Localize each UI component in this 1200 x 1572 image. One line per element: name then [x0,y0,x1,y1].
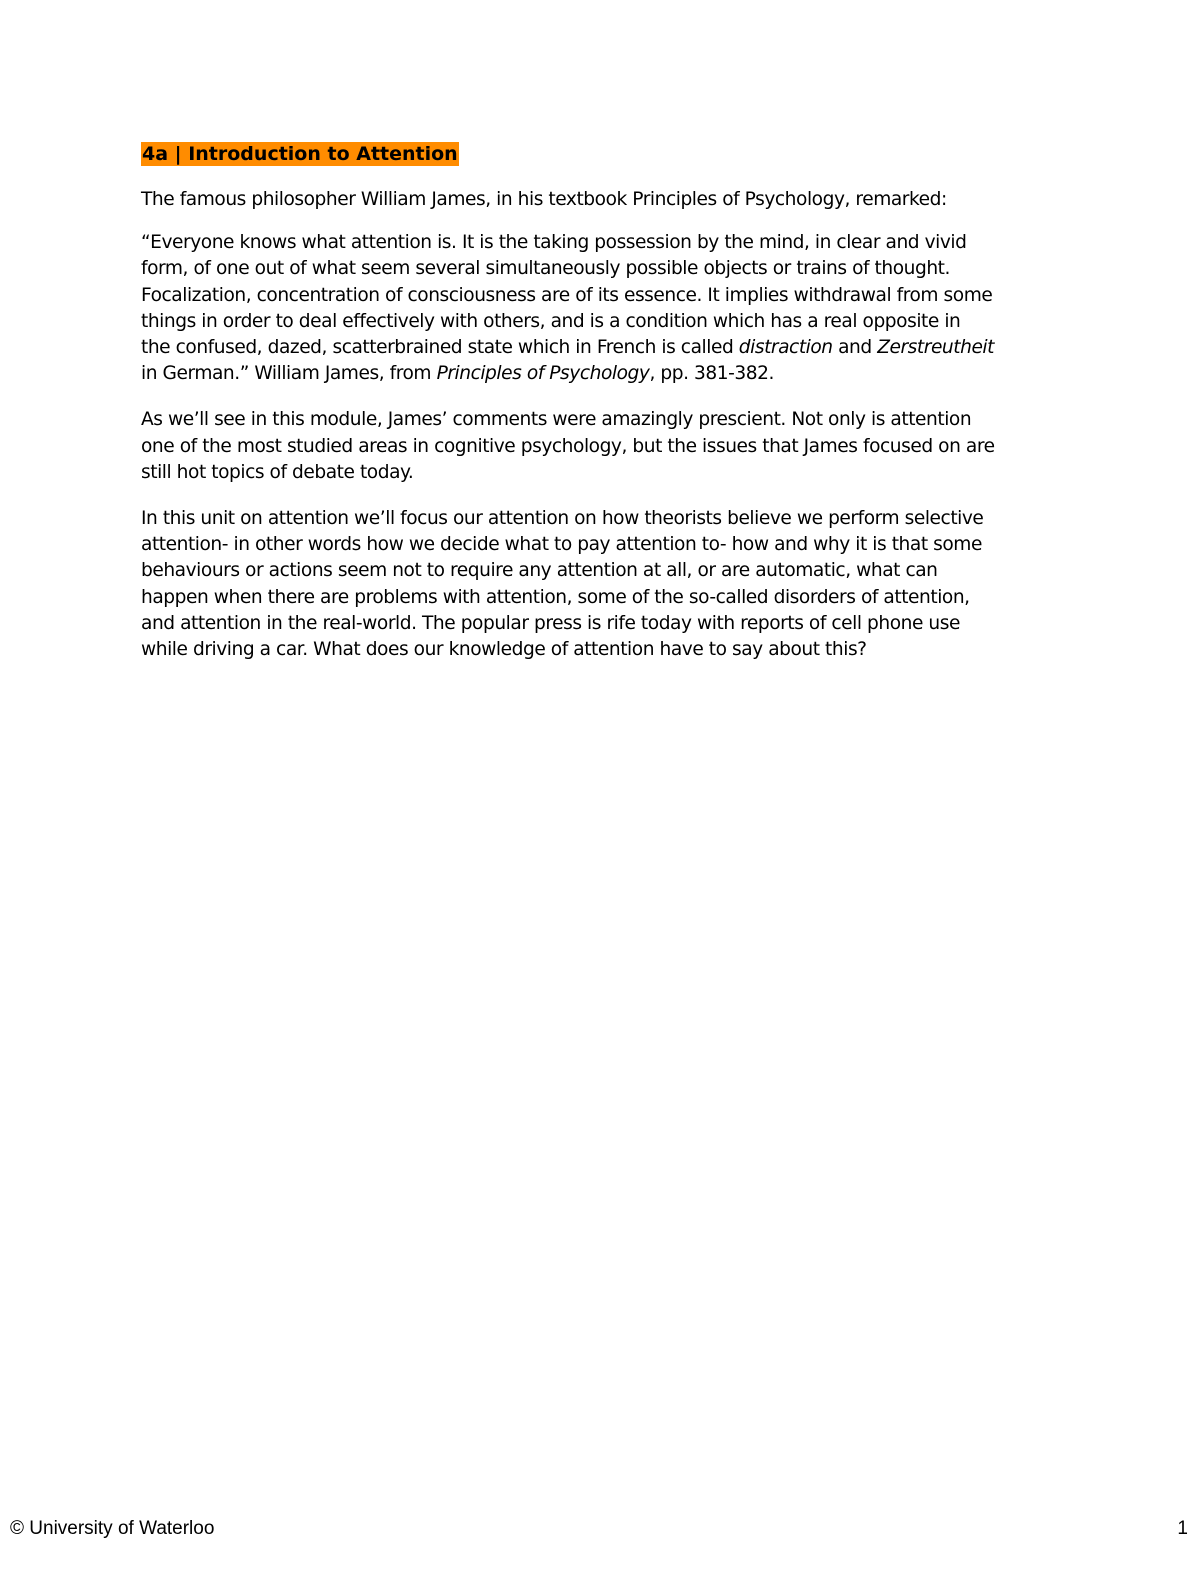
quote-text: the confused, dazed, scatterbrained state which in French is called [141,337,739,359]
copyright-notice: © University of Waterloo [10,1518,215,1539]
quote-line: things in order to deal effectively with others, and is a condition which has a real opposite in [141,310,961,332]
paragraph-line: still hot topics of debate today. [141,461,414,483]
quote-line: form, of one out of what seem several simultaneously possible objects or trains of thought. [141,258,950,280]
intro-paragraph: The famous philosopher William James, in his textbook Principles of Psychology, remarked: [141,189,947,210]
italic-term-distraction: distraction [738,337,833,359]
quote-text: and [832,337,878,359]
quote-line: “Everyone knows what attention is. It is the taking possession by the mind, in clear and vivid [141,232,967,254]
paragraph-line: while driving a car. What does our knowledge of attention have to say about this? [141,639,867,661]
section-heading-container [141,141,1071,168]
paragraph-line: In this unit on attention we’ll focus our attention on how theorists believe we perform selective [141,508,984,530]
quote-citation: , pp. 381-382. [649,363,774,385]
paragraph-line: happen when there are problems with attention, some of the so-called disorders of attention, [141,586,970,608]
paragraph-line: attention- in other words how we decide what to pay attention to- how and why it is that some [141,534,982,556]
paragraph-line: one of the most studied areas in cognitive psychology, but the issues that James focused on are [141,435,995,457]
italic-book-title: Principles of Psychology [436,363,650,385]
page-number: 1 [1177,1518,1188,1539]
section-heading: 4a | Introduction to Attention [142,143,458,165]
page-footer [0,1518,1200,1572]
unit-overview-paragraph [141,506,1071,663]
italic-term-zerstreutheit: Zerstreutheit [877,337,994,359]
quote-paragraph [141,230,1071,387]
quote-line: Focalization, concentration of consciousness are of its essence. It implies withdrawal from some [141,284,993,306]
prescient-paragraph [141,407,1071,486]
paragraph-line: and attention in the real-world. The popular press is rife today with reports of cell phone use [141,612,960,634]
page-content [141,141,1071,683]
paragraph-line: behaviours or actions seem not to require any attention at all, or are automatic, what can [141,560,938,582]
quote-text: in German.” William James, from [141,363,437,385]
paragraph-line: As we’ll see in this module, James’ comments were amazingly prescient. Not only is attention [141,409,972,431]
